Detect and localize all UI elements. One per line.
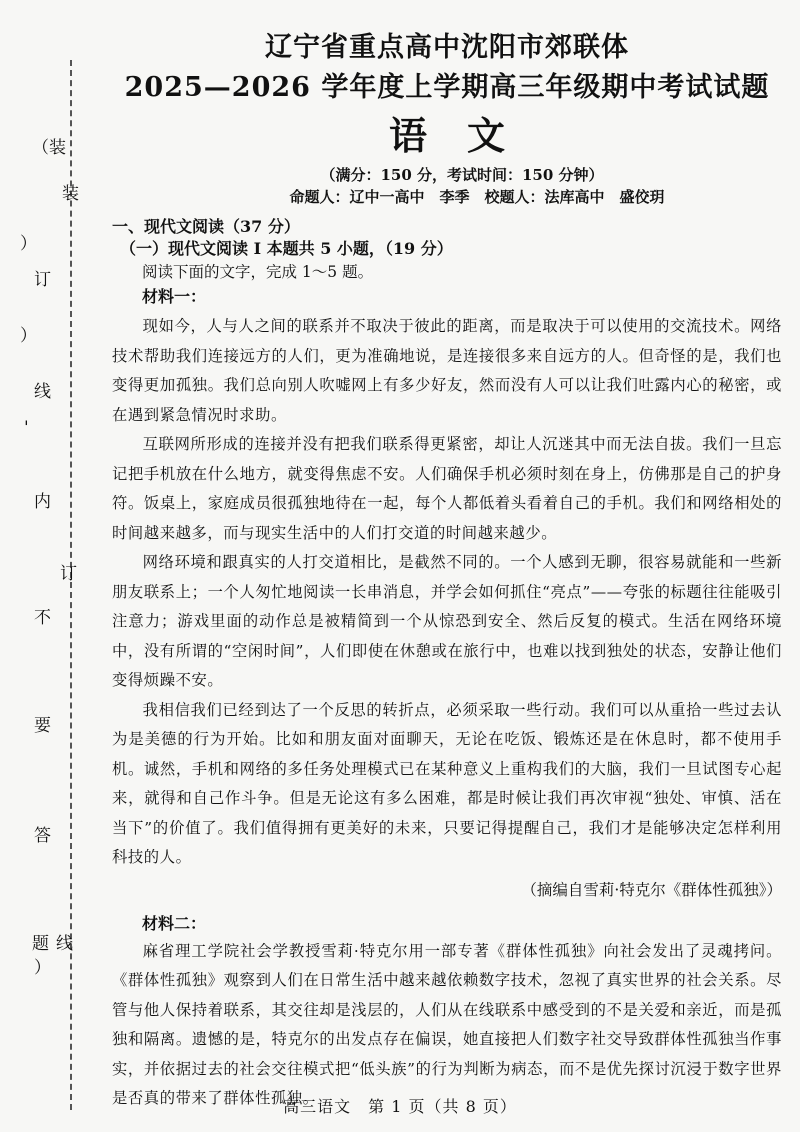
section-heading: 一、现代文阅读（37 分） [112,217,300,236]
material1-paragraph: 互联网所形成的连接并没有把我们联系得更紧密，却让人沉迷其中而无法自拔。我们一旦忘记把手机放在什么地方，就变得焦虑不安。人们确保手机必须时刻在身上，仿佛那是自己的护身符。饭桌上，家庭成员很孤独地待在一起，每个人都低着头看着自己的手机。我们和网络相处的时间越来越多，而与现实生活中的人们打交道的时间越来越少。 [112,435,782,542]
margin-xian-2: 线 [56,934,73,954]
margin-da: 答 [34,826,51,846]
exam-title-line1: 辽宁省重点高中沈阳市郊联体 [265,32,629,63]
margin-nei: 内 [34,492,51,512]
exam-title-line2: 2025—2026 学年度上学期高三年级期中考试试题 [124,72,770,103]
author-info: 命题人：辽中一高中 李季 校题人：法库高中 盛佼玥 [289,188,665,206]
margin-zhuang-right: 装 [62,184,79,204]
margin-yao: 要 [34,716,51,736]
margin-ti: 题 [32,934,49,954]
material1-paragraph: 网络环境和跟真实的人打交道相比，是截然不同的。一个人感到无聊，很容易就能和一些新朋友联系上；一个人匆忙地阅读一长串消息，并学会如何抓住“亮点”——夸张的标题往往能吸引注意力；游戏里面的动作总是被精简到一个从惊恐到安全、然后反复的模式。生活在网络环境中，没有所谓的“空闲时间”，人们即使在休憩或在旅行中，也难以找到独处的状态，安静让他们变得烦躁不安。 [112,553,782,689]
material2-paragraph: 麻省理工学院社会学教授雪莉·特克尔用一部专著《群体性孤独》向社会发出了灵魂拷问。《群体性孤独》观察到人们在日常生活中越来越依赖数字技术，忽视了真实世界的社会关系。尽管与他人保持着联系，其交往却是浅层的，人们从在线联系中感受到的不是关爱和亲近，而是孤独和隔离。遗憾的是，特克尔的出发点存在偏误，她直接把人们数字社交导致群体性孤独当作事实，并依据过去的社会交往模式把“低头族”的行为判断为病态，而不是优先探讨沉浸于数字世界是否真的带来了群体性孤独。 [112,941,782,1107]
margin-bu: 不 [34,608,51,628]
subject-title: 语文 [388,113,545,158]
binding-margin [0,0,110,1132]
material2-label: 材料二： [142,913,207,933]
score-time-info: （满分：150 分，考试时间：150 分钟） [320,166,604,184]
exam-page [112,28,782,1114]
margin-paren-2: ） [20,326,37,346]
margin-ding-2: 订 [60,564,77,584]
margin-ding: 订 [34,270,51,290]
margin-close-paren: ） [34,958,51,978]
material1-label: 材料一： [142,287,207,306]
margin-paren-1: ） [20,234,37,254]
subsection-heading: （一）现代文阅读 I 本题共 5 小题，（19 分） [120,239,453,258]
material1-paragraph: 现如今，人与人之间的联系并不取决于彼此的距离，而是取决于可以使用的交流技术。网络技术帮助我们连接远方的人们，更为准确地说，是连接很多来自远方的人。但奇怪的是，我们也变得更加孤独。我们总向别人吹嘘网上有多少好友，然而没有人可以让我们吐露内心的秘密，或在遇到紧急情况时求助。 [112,317,782,424]
material1-paragraph: 我相信我们已经到达了一个反思的转折点，必须采取一些行动。我们可以从重拾一些过去认为是美德的行为开始。比如和朋友面对面聊天，无论在吃饭、锻炼还是在休息时，都不使用手机。诚然，手机和网络的多任务处理模式已在某种意义上重构我们的大脑，我们一旦试图专心起来，就得和自己作斗争。但是无论这有多么困难，都是时候让我们再次审视“独处、审慎、活在当下”的价值了。我们值得拥有更美好的未来，只要记得提醒自己，我们才是能够决定怎样利用科技的人。 [112,700,782,866]
reading-instruction: 阅读下面的文字，完成 1～5 题。 [142,263,374,281]
material1-source: （摘编自雪莉·特克尔《群体性孤独》） [521,880,782,899]
margin-quote-mark: ' [24,418,29,438]
margin-xian: 线 [34,382,51,402]
page-footer: 高三语文 第 1 页（共 8 页） [283,1097,517,1116]
margin-zhuang-left: （装 [32,138,66,158]
